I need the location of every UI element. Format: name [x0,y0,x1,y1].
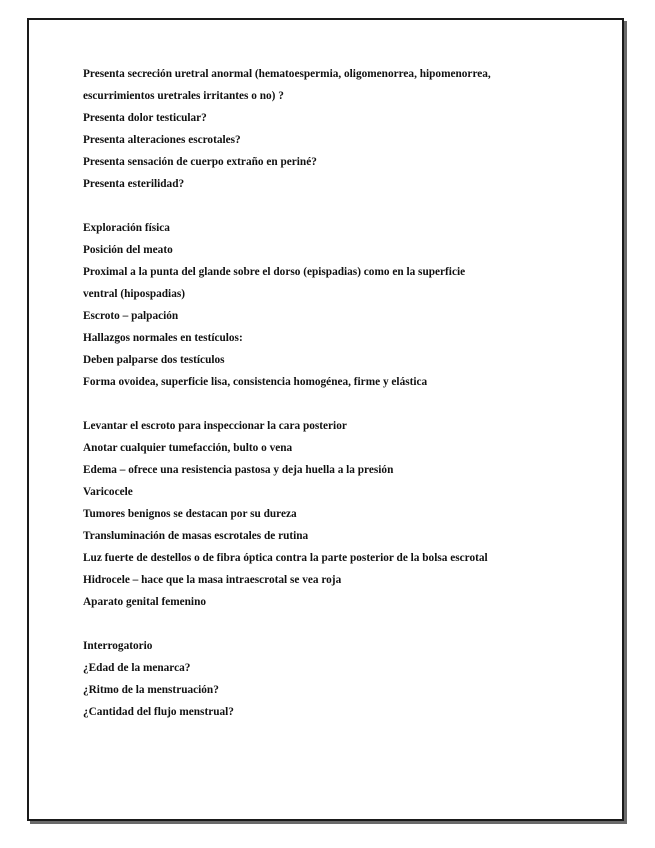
text-line: ¿Ritmo de la menstruación? [83,684,219,696]
text-line: Presenta alteraciones escrotales? [83,134,241,146]
text-line: Presenta sensación de cuerpo extraño en periné? [83,156,317,168]
text-line: Posición del meato [83,244,173,256]
text-line: ¿Cantidad del flujo menstrual? [83,706,234,718]
paragraph-gap [83,195,553,217]
text-line: Hidrocele – hace que la masa intraescrotal se vea roja [83,574,342,586]
text-line: ¿Edad de la menarca? [83,662,191,674]
text-line: Tumores benignos se destacan por su dureza [83,508,297,520]
section-heading: Exploración física [83,222,170,234]
text-line: Escroto – palpación [83,310,179,322]
paragraph-gap [83,613,553,635]
paragraph-gap [83,393,553,415]
text-line: Anotar cualquier tumefacción, bulto o vena [83,442,293,454]
section-heading: Aparato genital femenino [83,596,206,608]
text-line: Presenta secreción uretral anormal (hematoespermia, oligomenorrea, hipomenorrea, [83,68,491,80]
text-line: Luz fuerte de destellos o de fibra óptica contra la parte posterior de la bolsa escrotal [83,552,488,564]
section-heading: Interrogatorio [83,640,153,652]
text-line: Levantar el escroto para inspeccionar la cara posterior [83,420,347,432]
text-line: ventral (hipospadias) [83,288,186,300]
document-body [83,63,553,723]
text-line: escurrimientos uretrales irritantes o no) ? [83,90,284,102]
text-line: Hallazgos normales en testículos: [83,332,243,344]
text-line: Deben palparse dos testículos [83,354,225,366]
text-line: Presenta esterilidad? [83,178,185,190]
text-line: Proximal a la punta del glande sobre el dorso (epispadias) como en la superficie [83,266,466,278]
text-line: Transluminación de masas escrotales de rutina [83,530,309,542]
text-line: Forma ovoidea, superficie lisa, consistencia homogénea, firme y elástica [83,376,428,388]
text-line: Varicocele [83,486,133,498]
text-line: Edema – ofrece una resistencia pastosa y deja huella a la presión [83,464,394,476]
text-line: Presenta dolor testicular? [83,112,207,124]
